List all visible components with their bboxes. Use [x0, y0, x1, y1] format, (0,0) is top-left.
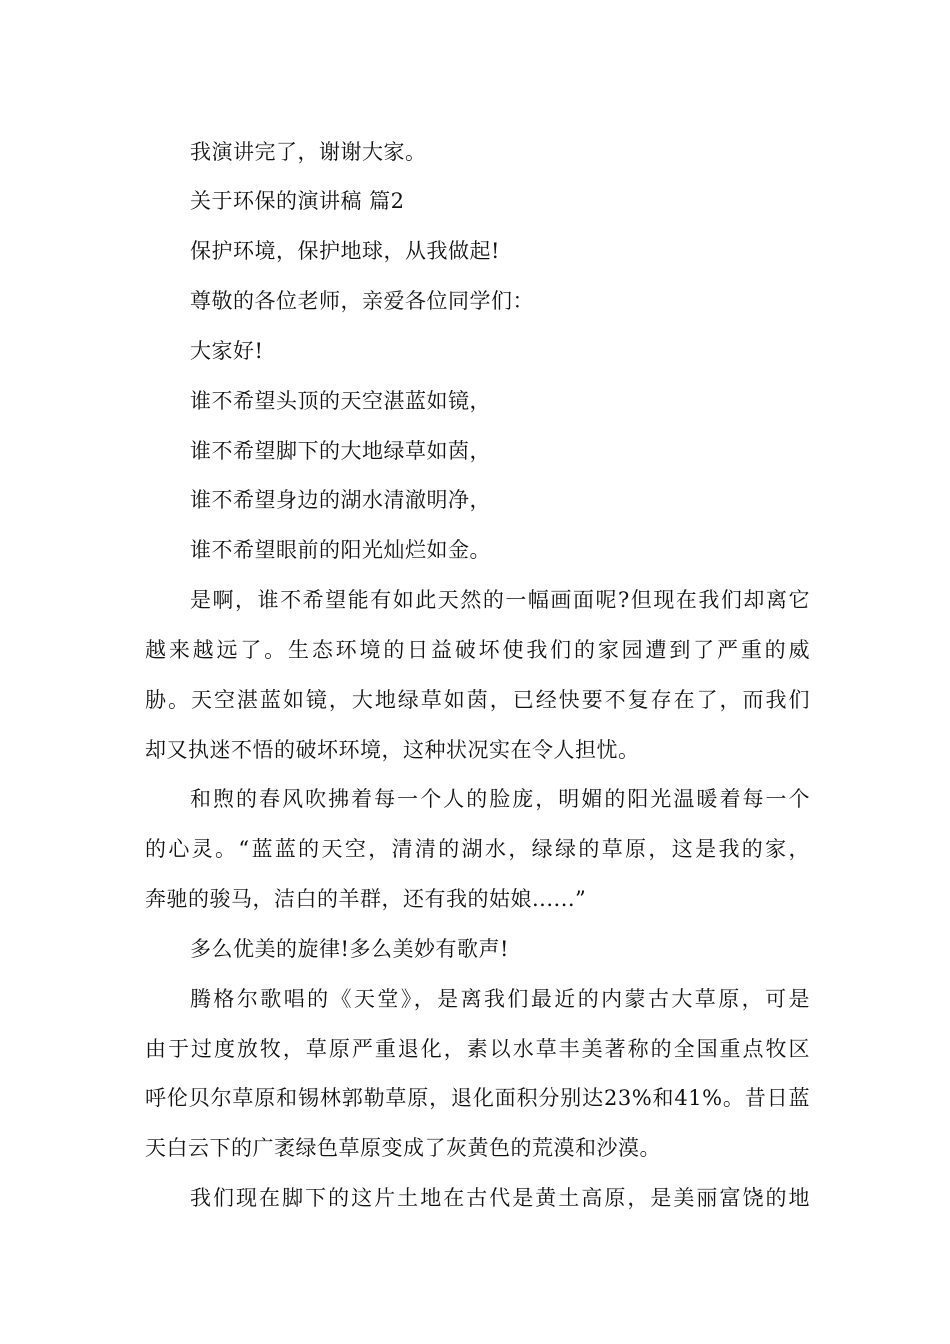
- paragraph-line: 的心灵。“蓝蓝的天空，清清的湖水，绿绿的草原，这是我的家，: [145, 837, 810, 861]
- paragraph-line: 胁。天空湛蓝如镜，大地绿草如茵，已经快要不复存在了，而我们: [145, 688, 810, 712]
- paragraph-line: 呼伦贝尔草原和锡林郭勒草原，退化面积分别达23%和41%。昔日蓝: [145, 1086, 810, 1110]
- greeting: 大家好!: [190, 339, 264, 363]
- paragraph-line: 我们现在脚下的这片土地在古代是黄土高原，是美丽富饶的地: [190, 1186, 810, 1210]
- verse-line: 谁不希望眼前的阳光灿烂如金。: [190, 538, 491, 562]
- paragraph-line: 由于过度放牧，草原严重退化，素以水草丰美著称的全国重点牧区: [145, 1037, 810, 1061]
- speech-title: 保护环境，保护地球，从我做起!: [190, 239, 500, 263]
- paragraph-line: 是啊，谁不希望能有如此天然的一幅画面呢?但现在我们却离它: [190, 588, 810, 612]
- paragraph-line: 腾格尔歌唱的《天堂》，是离我们最近的内蒙古大草原，可是: [190, 987, 810, 1011]
- paragraph-line: 多么优美的旋律!多么美妙有歌声!: [190, 937, 509, 961]
- section-heading: 关于环保的演讲稿 篇2: [190, 189, 405, 213]
- verse-line: 谁不希望身边的湖水清澈明净，: [190, 488, 491, 512]
- verse-line: 谁不希望脚下的大地绿草如茵，: [190, 439, 491, 463]
- paragraph-line: 和煦的春风吹拂着每一个人的脸庞，明媚的阳光温暖着每一个: [190, 787, 810, 811]
- salutation: 尊敬的各位老师，亲爱各位同学们：: [190, 289, 534, 313]
- closing-line: 我演讲完了，谢谢大家。: [190, 140, 427, 164]
- paragraph-line: 天白云下的广袤绿色草原变成了灰黄色的荒漠和沙漠。: [145, 1136, 661, 1160]
- verse-line: 谁不希望头顶的天空湛蓝如镜，: [190, 389, 491, 413]
- paragraph-line: 却又执迷不悟的破坏环境，这种状况实在令人担忧。: [145, 738, 640, 762]
- paragraph-line: 奔驰的骏马，洁白的羊群，还有我的姑娘......”: [145, 887, 587, 911]
- paragraph-line: 越来越远了。生态环境的日益破坏使我们的家园遭到了严重的威: [145, 638, 810, 662]
